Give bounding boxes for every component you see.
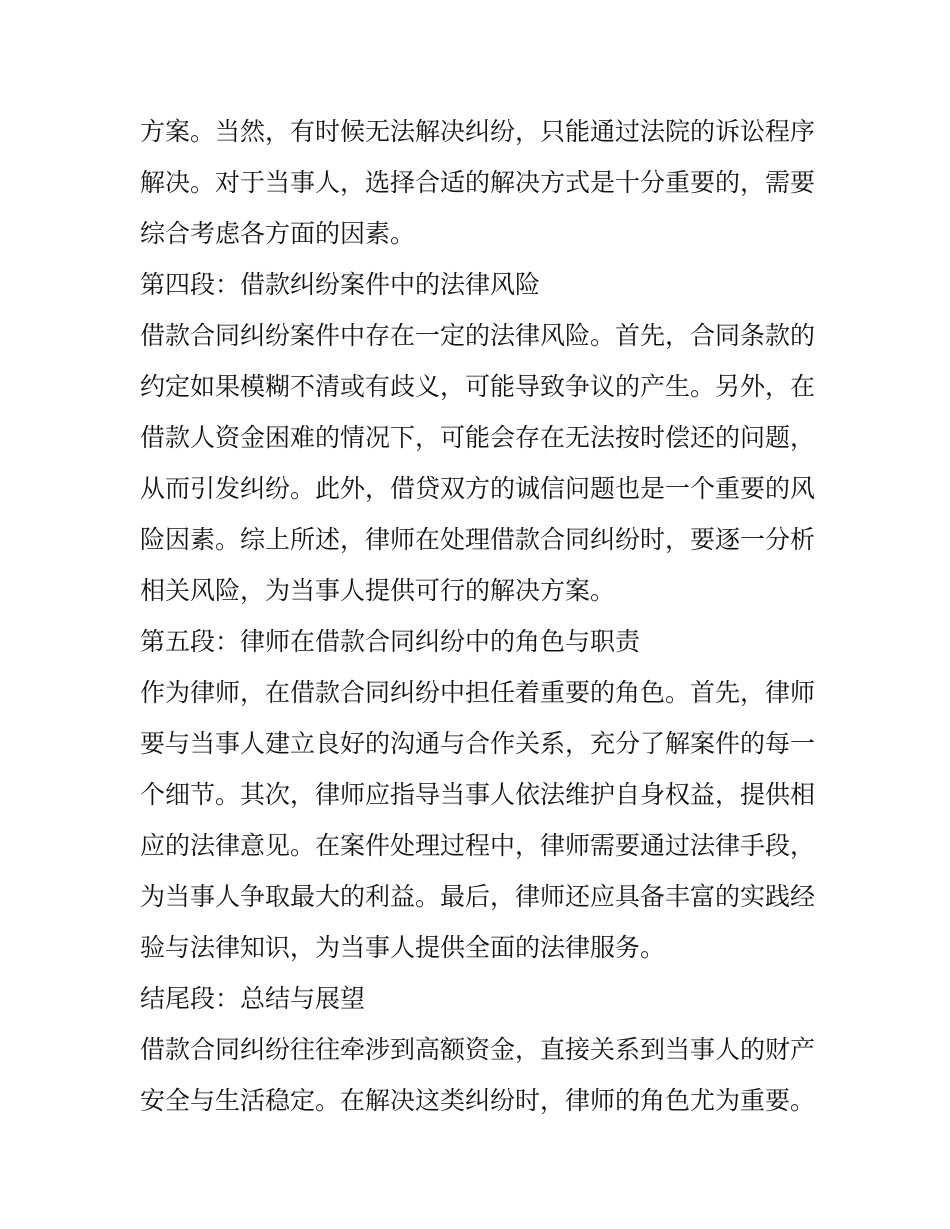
paragraph-line: 约定如果模糊不清或有歧义，可能导致争议的产生。另外，在 xyxy=(140,372,816,401)
paragraph-line: 个细节。其次，律师应指导当事人依法维护自身权益，提供相 xyxy=(140,780,816,809)
paragraph-line: 相关风险，为当事人提供可行的解决方案。 xyxy=(140,576,616,605)
paragraph-line: 安全与生活稳定。在解决这类纠纷时，律师的角色尤为重要。 xyxy=(140,1086,816,1115)
paragraph-line: 险因素。综上所述，律师在处理借款合同纠纷时，要逐一分析 xyxy=(140,525,816,554)
section-heading: 第五段：律师在借款合同纠纷中的角色与职责 xyxy=(140,627,641,656)
paragraph-line: 借款人资金困难的情况下，可能会存在无法按时偿还的问题， xyxy=(140,423,816,452)
body-text xyxy=(140,106,820,1126)
paragraph-line: 作为律师，在借款合同纠纷中担任着重要的角色。首先，律师 xyxy=(140,678,816,707)
section-heading: 第四段：借款纠纷案件中的法律风险 xyxy=(140,270,541,299)
paragraph-line: 要与当事人建立良好的沟通与合作关系，充分了解案件的每一 xyxy=(140,729,816,758)
paragraph-line: 综合考虑各方面的因素。 xyxy=(140,219,416,248)
paragraph-line: 验与法律知识，为当事人提供全面的法律服务。 xyxy=(140,933,666,962)
section-heading: 结尾段：总结与展望 xyxy=(140,984,366,1013)
paragraph-line: 从而引发纠纷。此外，借贷双方的诚信问题也是一个重要的风 xyxy=(140,474,816,503)
paragraph-line: 借款合同纠纷案件中存在一定的法律风险。首先，合同条款的 xyxy=(140,321,816,350)
paragraph-line: 为当事人争取最大的利益。最后，律师还应具备丰富的实践经 xyxy=(140,882,816,911)
paragraph-line: 应的法律意见。在案件处理过程中，律师需要通过法律手段， xyxy=(140,831,816,860)
paragraph-line: 借款合同纠纷往往牵涉到高额资金，直接关系到当事人的财产 xyxy=(140,1035,816,1064)
paragraph-line: 解决。对于当事人，选择合适的解决方式是十分重要的，需要 xyxy=(140,168,816,197)
paragraph-line: 方案。当然，有时候无法解决纠纷，只能通过法院的诉讼程序 xyxy=(140,117,816,146)
